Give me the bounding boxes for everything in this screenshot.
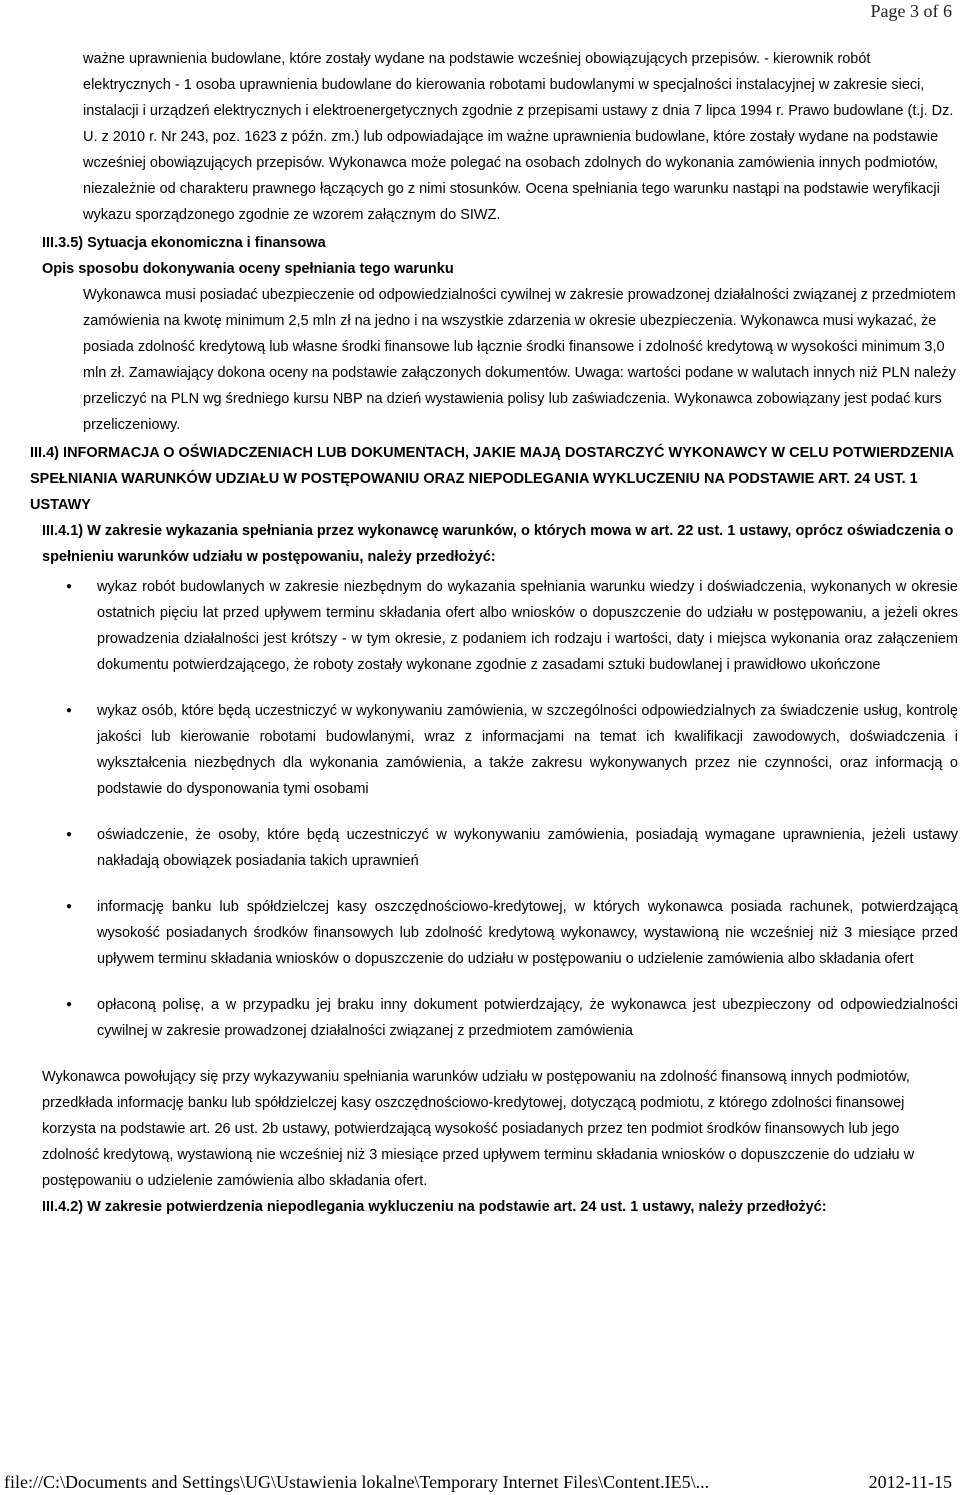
footer-date: 2012-11-15 xyxy=(868,1472,952,1492)
paragraph-other-entities: Wykonawca powołujący się przy wykazywaniu spełniania warunków udziału w postępowaniu na zdolność finansową innych podmiotów, przedkłada informację banku lub spółdzielczej kasy oszczędnościowo-kredytowej, dotyczącą podmiotu, z którego zdolności finansowej korzysta na podstawie art. 26 ust. 2b ustawy, potwierdzającą wysokość posiadanych przez ten podmiot środków finansowych lub jego zdolność kredytową, wystawioną nie wcześniej niż 3 miesiące przed upływem terminu składania wniosków o dopuszczenie do udziału w postępowaniu o udzielenie zamówienia albo składania ofert. xyxy=(42,1069,915,1189)
heading-documents-info: III.4) INFORMACJA O OŚWIADCZENIACH LUB DOKUMENTACH, JAKIE MAJĄ DOSTARCZYĆ WYKONAWCY W CELU POTWIERDZENIA SPEŁNIANIA WARUNKÓW UDZIAŁU W POSTĘPOWANIU ORAZ NIEPODLEGANIA WYKLUCZENIU NA PODSTAWIE ART. 24 UST. 1 USTAWY xyxy=(30,445,954,513)
paragraph-electrical-manager: ważne uprawnienia budowlane, które zostały wydane na podstawie wcześniej obowiązujących przepisów. - kierownik robót elektrycznych - 1 osoba uprawnienia budowlane do kierowania robotami budowlanymi w specjalności instalacyjnej w zakresie sieci, instalacji i urządzeń elektrycznych i elektroenergetycznych zgodnie z przepisami ustawy z dnia 7 lipca 1994 r. Prawo budowlane (t.j. Dz. U. z 2010 r. Nr 243, poz. 1623 z późn. zm.) lub odpowiadające im ważne uprawnienia budowlane, które zostały wydane na podstawie wcześniej obowiązujących przepisów. Wykonawca może polegać na osobach zdolnych do wykonania zamówienia innych podmiotów, niezależnie od charakteru prawnego łączących go z nimi stosunków. Ocena spełniania tego warunku nastąpi na podstawie weryfikacji wykazu sporządzonego zgodnie ze wzorem załącznym do SIWZ. xyxy=(83,51,954,223)
financial-requirements-block xyxy=(42,282,958,438)
heading-economic-situation: III.3.5) Sytuacja ekonomiczna i finansowa xyxy=(42,235,326,251)
footer-file-path: file://C:\Documents and Settings\UG\Ustawienia lokalne\Temporary Internet Files\Content.IE5\... xyxy=(4,1472,710,1492)
qualification-requirements-block xyxy=(42,46,958,228)
document-body xyxy=(30,46,958,1220)
paragraph-insurance: Wykonawca musi posiadać ubezpieczenie od odpowiedzialności cywilnej w zakresie prowadzonej działalności związanej z przedmiotem zamówienia na kwotę minimum 2,5 mln zł na jedno i na wszystkie zdarzenia w okresie ubezpieczenia. Wykonawca musi wykazać, że posiada zdolność kredytową lub własne środki finansowe lub łącznie środki finansowe i zdolność kredytową w wysokości minimum 3,0 mln zł. Zamawiający dokona oceny na podstawie załączonych dokumentów. Uwaga: wartości podane w walutach innych niż PLN należy przeliczyć na PLN wg średniego kursu NBP na dzień wystawienia polisy lub zaświadczenia. Wykonawca zobowiązany jest podać kurs przeliczeniowy. xyxy=(83,287,956,433)
list-item: ● informację banku lub spółdzielczej kasy oszczędnościowo-kredytowej, w których wykonawca posiada rachunek, potwierdzającą wysokość posiadanych środków finansowych lub zdolność kredytową wykonawcy, wystawioną nie wcześniej niż 3 miesiące przed upływem terminu składania wniosków o dopuszczenie do udziału w postępowaniu o udzielenie zamówienia albo składania ofert xyxy=(97,894,958,972)
heading-conditions-evidence: III.4.1) W zakresie wykazania spełniania przez wykonawcę warunków, o których mowa w art. 22 ust. 1 ustawy, oprócz oświadczenia o spełnieniu warunków udziału w postępowaniu, należy przedłożyć: xyxy=(42,523,954,565)
list-item: ● opłaconą polisę, a w przypadku jej braku inny dokument potwierdzający, że wykonawca jest ubezpieczony od odpowiedzialności cywilnej w zakresie prowadzonej działalności związanej z przedmiotem zamówienia xyxy=(97,992,958,1044)
list-item: ● oświadczenie, że osoby, które będą uczestniczyć w wykonywaniu zamówienia, posiadają wymagane uprawnienia, jeżeli ustawy nakładają obowiązek posiadania takich uprawnień xyxy=(97,822,958,874)
heading-exclusion-evidence: III.4.2) W zakresie potwierdzenia niepodlegania wykluczeniu na podstawie art. 24 ust. 1 ustawy, należy przedłożyć: xyxy=(42,1199,827,1215)
list-item: ● wykaz osób, które będą uczestniczyć w wykonywaniu zamówienia, w szczególności odpowiedzialnych za świadczenie usług, kontrolę jakości lub kierowanie robotami budowlanymi, wraz z informacjami na temat ich kwalifikacji zawodowych, doświadczenia i wykształcenia niezbędnych dla wykonania zamówienia, a także zakresu wykonywanych przez nie czynności, oraz informacją o podstawie do dysponowania tymi osobami xyxy=(97,698,958,802)
heading-assessment-method: Opis sposobu dokonywania oceny spełniania tego warunku xyxy=(42,261,454,277)
required-documents-list xyxy=(42,574,958,1044)
list-item: ● wykaz robót budowlanych w zakresie niezbędnym do wykazania spełniania warunku wiedzy i doświadczenia, wykonanych w okresie ostatnich pięciu lat przed upływem terminu składania ofert albo wniosków o dopuszczenie do udziału w postępowaniu, a jeżeli okres prowadzenia działalności jest krótszy - w tym okresie, z podaniem ich rodzaju i wartości, daty i miejsca wykonania oraz załączeniem dokumentu potwierdzającego, że roboty zostały wykonane zgodnie z zasadami sztuki budowlanej i prawidłowo ukończone xyxy=(97,574,958,678)
page-number: Page 3 of 6 xyxy=(870,1,952,21)
